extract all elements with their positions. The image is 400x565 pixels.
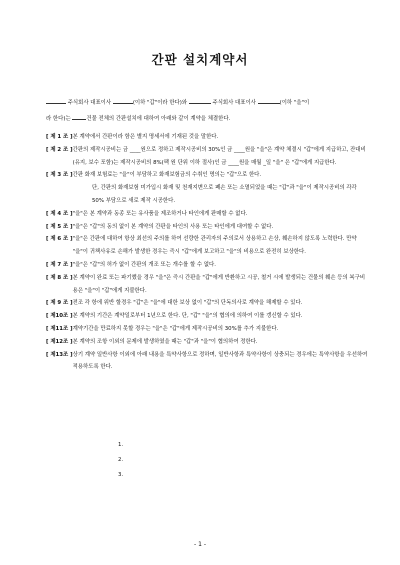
clause-label: [ 제 3 조 ] <box>46 172 73 179</box>
clause-text: 전조 각 항에 위반 할경우 "갑"은 "을"에 대한 보상 없이 "갑"의 단독의사로 계약을 해제할 수 있다. <box>72 300 303 307</box>
clause-text: 본 계약에서 간판이라 함은 별지 명세서에 기재된 것을 말한다. <box>72 134 219 140</box>
clause <box>46 259 370 272</box>
clause <box>46 297 370 310</box>
intro-text: 주식회사 대표이사 <box>67 100 112 106</box>
clause <box>46 233 370 259</box>
clause <box>46 349 370 375</box>
clause-text: 본 계약이 완료 또는 파기했을 경우 "을"은 즉시 간판을 "갑"에게 반환하고 시공, 철거 시에 발생되는 건물의 훼손 등의 복구비용은 "을"이 "갑"에게 지불한다. <box>72 274 366 294</box>
clause-text: 상기 계약 일반사항 이외에 아래 내용을 특약사항으로 정하며, 일반사항과 특약사항이 상충되는 경우에는 특약사항을 우선하여 적용하도록 한다. <box>72 351 368 371</box>
blank-field <box>72 113 86 120</box>
clause-text: "을"은 "갑"의 허가 없이 간판의 개조 또는 개수를 할 수 없다. <box>72 261 216 268</box>
intro-line-2 <box>46 111 368 127</box>
intro-text: 건물 전체의 간판설치에 대하여 아래와 같이 계약을 체결한다. <box>86 116 231 122</box>
clause-label: [ 제10조 ] <box>46 313 73 320</box>
document-title: 간판 설치계약서 <box>151 52 249 67</box>
clause-text: "을"은 본 계약과 동종 또는 유사품을 제조하거나 타인에게 판매할 수 없다. <box>72 210 248 217</box>
clause-label: [ 제 4 조 ] <box>46 210 73 217</box>
clause-label: [ 제 7 조 ] <box>46 261 73 268</box>
clause-label: [ 제12조 ] <box>46 338 73 345</box>
clause-text: 간판의 제작시공비는 금 ____원으로 정하고 제작시공비의 30%인 금 ____원을 "을"은 계약 체결시 "갑"에게 지급하고, 잔대비(유지, 보수 포함)는 제작시공비의 8%(팩 원 단위 이하 절사)인 금 ____원을 매월 _일 "을" 은 "갑"에게 지급한다. <box>72 146 366 166</box>
clause-text: 계약기간을 만료하지 못할 경우는 "을"은 "갑"에게 제작시공비의 30%를 추가 지불한다. <box>72 325 279 332</box>
clause-sub-text: 단, 간판의 화재보험 미가입시 화재 및 천재지변으로 폐손 또는 소멸되었을 때는 "갑"과 "을"이 제작시공비의 각각 50% 부담으로 새로 제작 시공한다. <box>92 185 357 204</box>
clause-label: [ 제 6 조 ] <box>46 236 73 243</box>
clause-text: 간판 화재 보험료는 "을"이 부담하고 화재보험금의 수취인 명의는 "갑"으로 한다. <box>72 172 262 179</box>
clause-list <box>46 131 370 374</box>
clause <box>46 221 370 234</box>
clause-text: "을"은 "갑"의 동의 없이 본 계약의 간판을 타인의 사용 또는 타인에게 대여할 수 없다. <box>72 223 274 230</box>
blank-field <box>189 97 211 104</box>
clause-label: [ 제 1 조 ] <box>46 134 73 140</box>
clause-label: [ 제 2 조 ] <box>46 146 73 153</box>
clause <box>46 323 370 336</box>
clause <box>46 131 370 144</box>
special-items-list <box>118 442 123 487</box>
clause <box>46 144 370 170</box>
intro-text: 주식회사 대표이사 <box>212 100 256 106</box>
special-item: 2. <box>118 457 124 463</box>
clause-label: [ 제 5 조 ] <box>46 223 73 230</box>
intro-text: (이하 "갑"이라 한다)와 <box>132 100 188 106</box>
clause <box>46 336 370 349</box>
clause-text: 본 계약의 조항 이외의 문제에 발생하였을 때는 "갑"과 "을"이 협의하여 정한다. <box>72 338 258 345</box>
special-item: 1. <box>118 442 124 448</box>
clause-label: [ 제11조 ] <box>46 325 73 332</box>
blank-field <box>258 97 280 104</box>
clause-text: 본 계약의 기간은 계약일로부터 1년으로 한다. 단, "갑" "을"의 협의에 의하여 이를 갱신할 수 있다. <box>72 313 303 320</box>
blank-field <box>113 97 133 104</box>
intro-text: 라 한다)는 <box>46 116 71 122</box>
special-item: 3. <box>118 472 124 478</box>
intro-paragraph <box>46 95 368 127</box>
clause <box>46 169 370 182</box>
clause <box>46 310 370 323</box>
clause <box>46 208 370 221</box>
intro-text: (이하 "을"이 <box>279 100 310 106</box>
blank-field <box>46 97 66 104</box>
clause-text: "을"은 간판에 대하여 항상 최선의 주의를 하여 선량한 관리자의 주의로서 상용하고 손상, 훼손하지 않도록 노력한다. 만약 "을"이 귀책사유로 손해가 발생한 경우는 즉시 "갑"에게 보고하고 "을"의 비용으로 완전히 보상한다. <box>72 236 357 256</box>
clause-label: [ 제13조 ] <box>46 351 73 358</box>
page-number: - 1 - <box>194 541 206 548</box>
clause <box>46 272 370 298</box>
clause-label: [ 제 8 조 ] <box>46 274 73 281</box>
clause-label: [ 제 9 조 ] <box>46 300 73 307</box>
intro-line-1 <box>46 95 368 111</box>
